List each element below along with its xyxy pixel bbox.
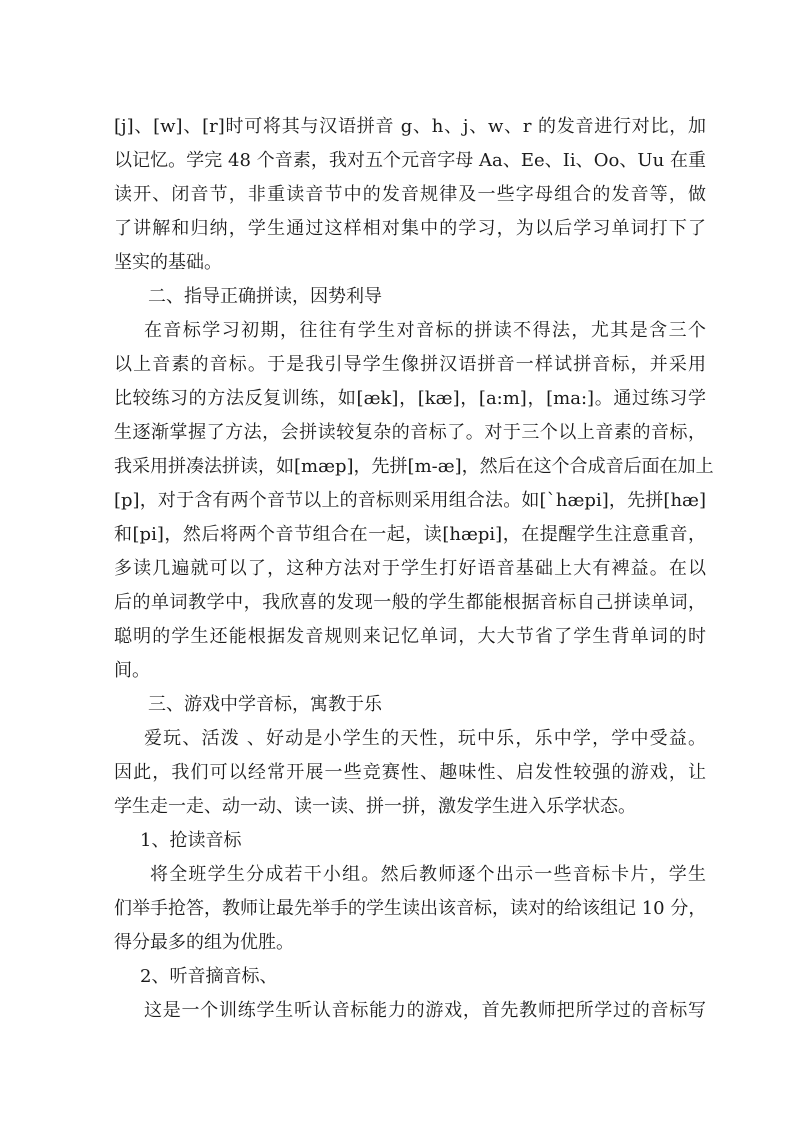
- text-line: 生逐渐掌握了方法，会拼读较复杂的音标了。对于三个以上音素的音标，: [114, 422, 706, 443]
- text-line: 因此，我们可以经常开展一些竞赛性、趣味性、启发性较强的游戏，让: [114, 762, 706, 783]
- subheading: 2、听音摘音标、: [140, 966, 278, 987]
- section-heading: 二、指导正确拼读，因势利导: [148, 286, 382, 307]
- paragraph-first-line: 爱玩、活泼 、好动是小学生的天性，玩中乐，乐中学，学中受益。: [144, 728, 706, 749]
- text-line: 了讲解和归纳，学生通过这样相对集中的学习，为以后学习单词打下了: [114, 218, 706, 239]
- text-line: [p]，对于含有两个音节以上的音标则采用组合法。如[ˋhæpi]，先拼[hæ]: [114, 490, 706, 511]
- text-line: 比较练习的方法反复训练，如[æk]，[kæ]，[a:m]，[ma:]。通过练习学: [114, 388, 706, 409]
- text-line: 多读几遍就可以了，这种方法对于学生打好语音基础上大有裨益。在以: [114, 558, 706, 579]
- section-heading: 三、游戏中学音标，寓教于乐: [148, 694, 382, 715]
- text-line: 间。: [114, 660, 150, 681]
- text-line: 后的单词教学中，我欣喜的发现一般的学生都能根据音标自己拼读单词，: [114, 592, 706, 613]
- paragraph-first-line: 将全班学生分成若干小组。然后教师逐个出示一些音标卡片，学生: [150, 864, 706, 885]
- text-line: 和[pi]，然后将两个音节组合在一起，读[hæpi]，在提醒学生注意重音，: [114, 524, 706, 545]
- text-line: 们举手抢答，教师让最先举手的学生读出该音标，读对的给该组记 10 分，: [114, 898, 707, 919]
- text-line: 坚实的基础。: [114, 252, 222, 273]
- paragraph-first-line: 在音标学习初期，往往有学生对音标的拼读不得法，尤其是含三个: [144, 320, 706, 341]
- text-line: 得分最多的组为优胜。: [114, 932, 294, 953]
- paragraph-first-line: 这是一个训练学生听认音标能力的游戏，首先教师把所学过的音标写: [144, 1000, 706, 1021]
- text-line: 我采用拼凑法拼读，如[mæp]，先拼[m-æ]，然后在这个合成音后面在加上: [114, 456, 714, 477]
- text-line: [j]、[w]、[r]时可将其与汉语拼音 g、h、j、w、r 的发音进行对比，加: [114, 116, 706, 137]
- subheading: 1、抢读音标: [140, 830, 242, 851]
- text-line: 以记忆。学完 48 个音素，我对五个元音字母 Aa、Ee、Ii、Oo、Uu 在重: [114, 150, 706, 171]
- document-page: [114, 110, 714, 1028]
- text-line: 聪明的学生还能根据发音规则来记忆单词，大大节省了学生背单词的时: [114, 626, 706, 647]
- text-line: 以上音素的音标。于是我引导学生像拼汉语拼音一样试拼音标，并采用: [114, 354, 706, 375]
- text-line: 读开、闭音节，非重读音节中的发音规律及一些字母组合的发音等，做: [114, 184, 706, 205]
- text-line: 学生走一走、动一动、读一读、拼一拼，激发学生进入乐学状态。: [114, 796, 636, 817]
